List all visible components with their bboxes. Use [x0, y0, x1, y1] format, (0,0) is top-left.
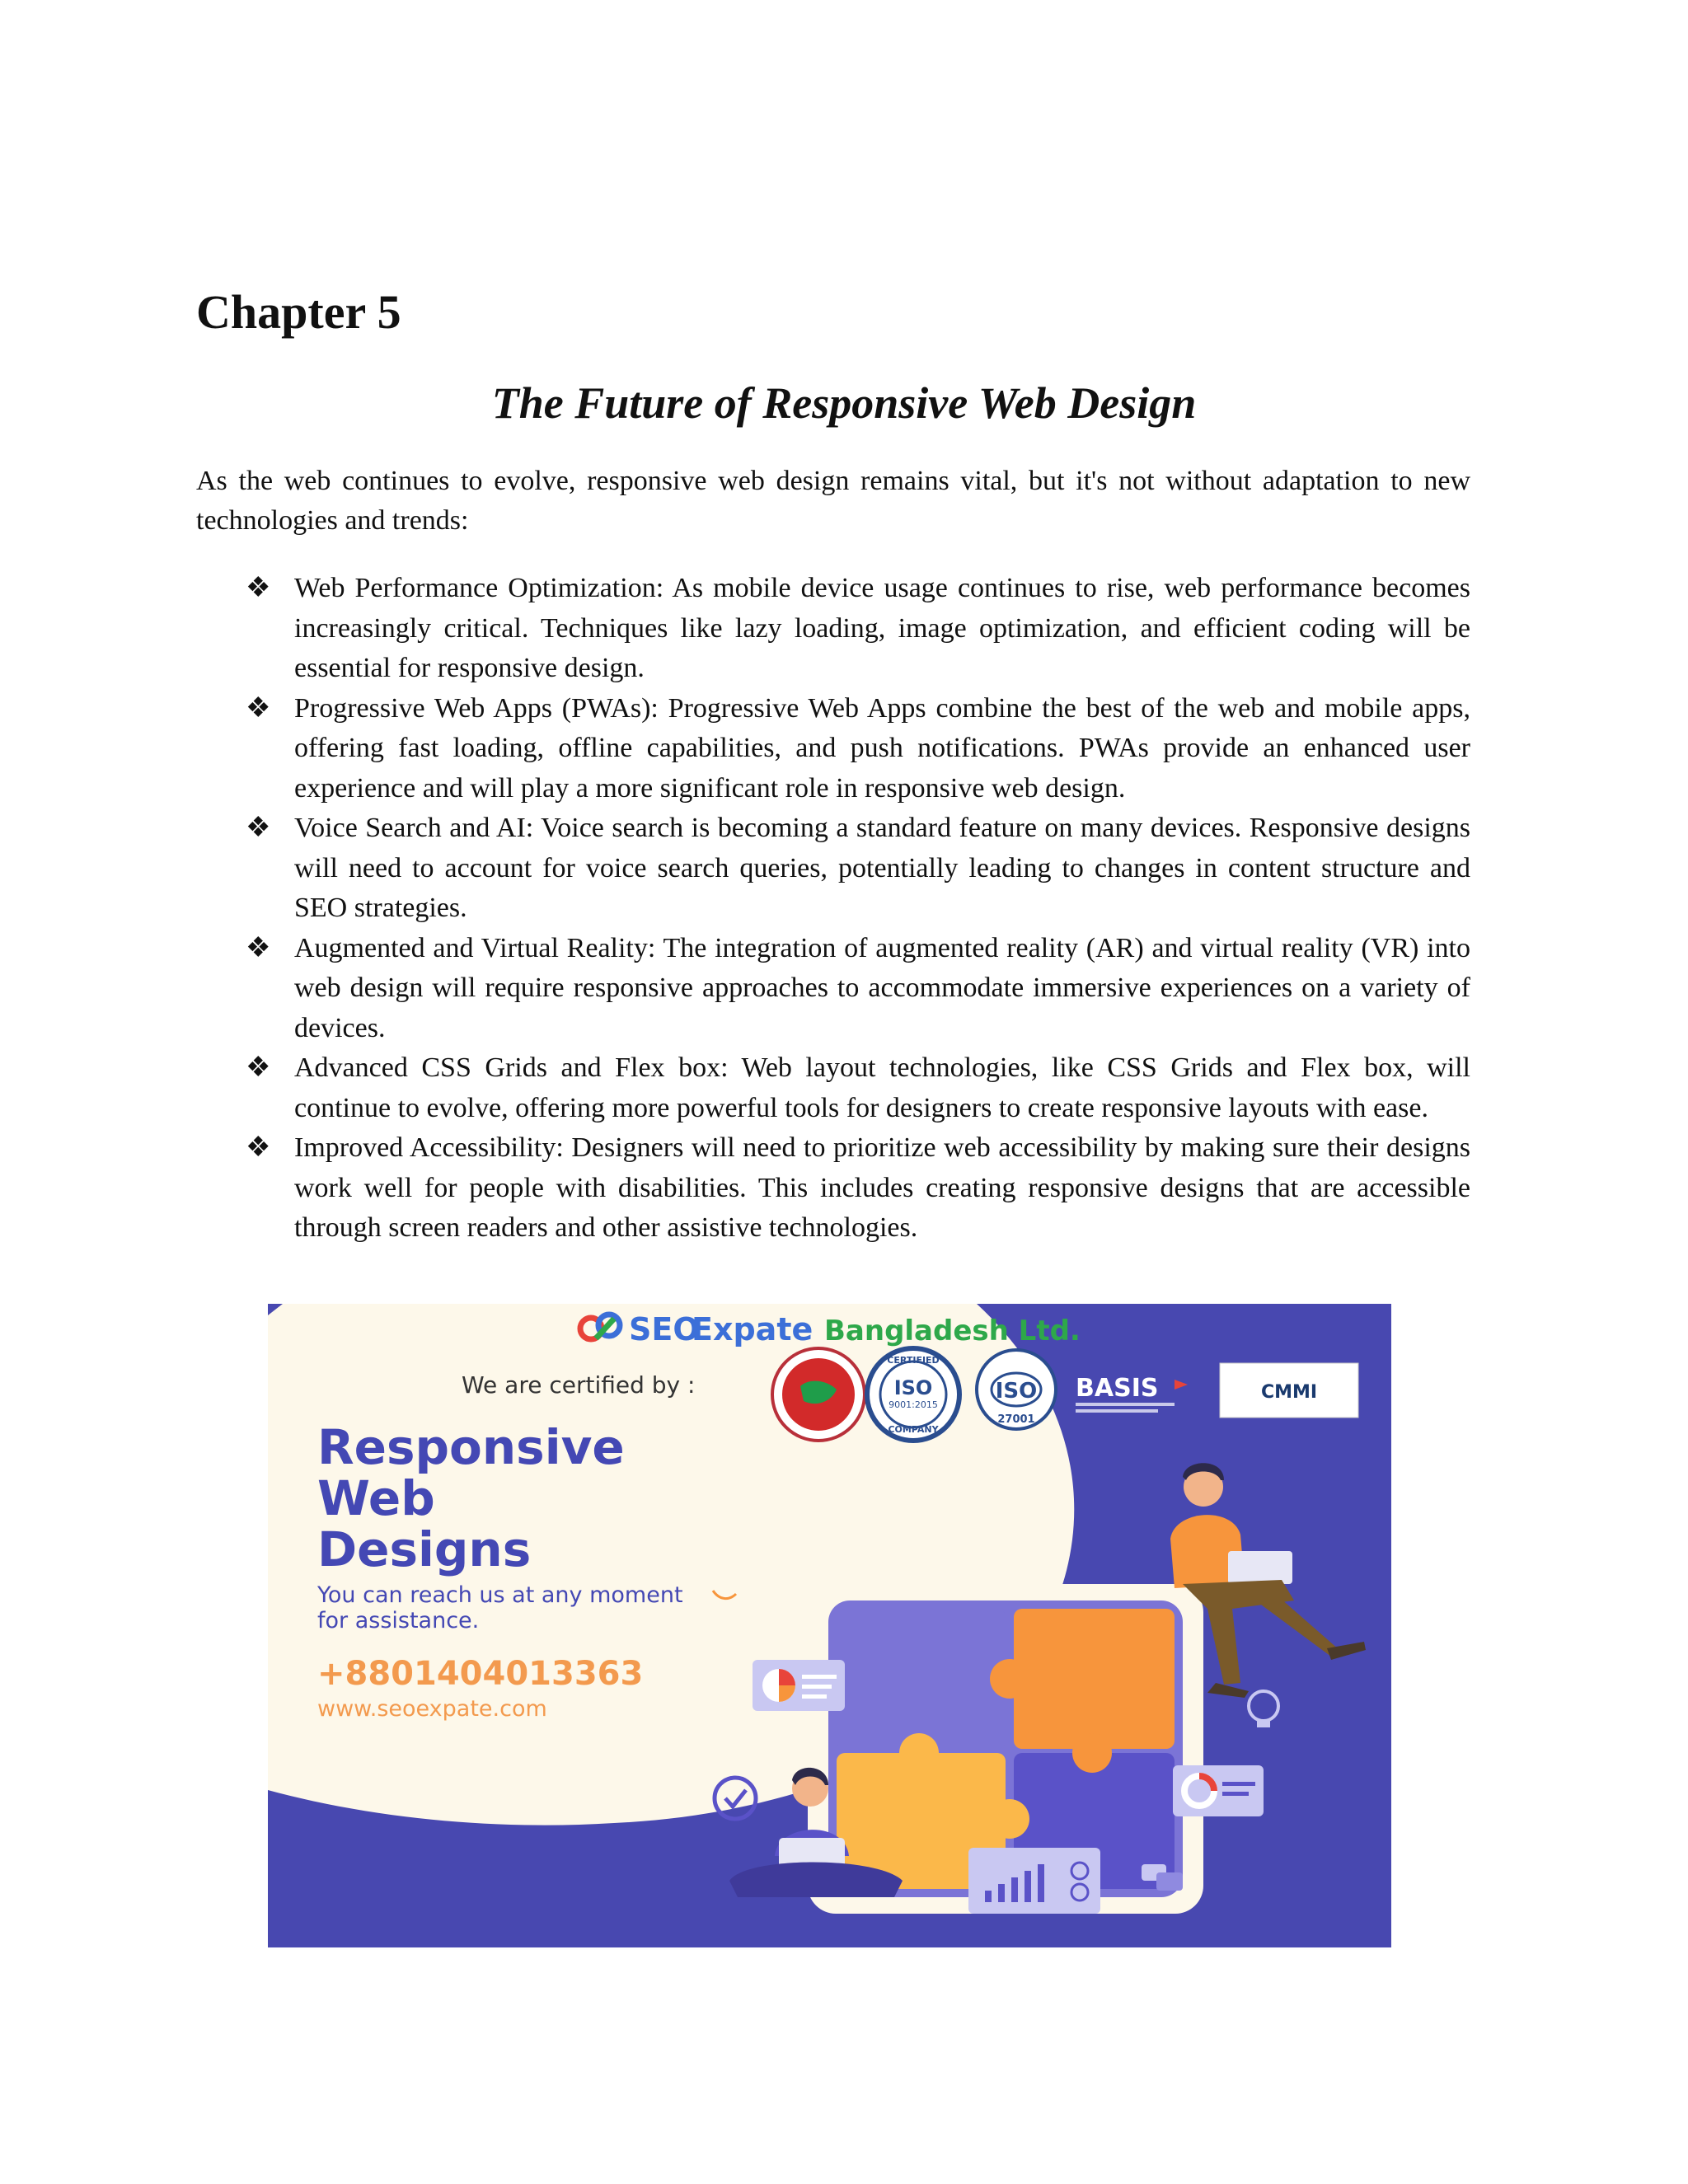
tagline-line-1: You can reach us at any moment [317, 1582, 683, 1608]
list-item [196, 1128, 1470, 1249]
iso-9001-seal-icon [867, 1348, 959, 1441]
trend-list [196, 569, 1470, 1249]
pie-chart-card-icon [753, 1660, 845, 1711]
list-item [196, 808, 1470, 929]
advertisement-banner [268, 1304, 1391, 1947]
diamond-bullet-icon: ❖ [246, 692, 271, 724]
phone-number: +8801404013363 [317, 1655, 644, 1693]
company-text: COMPANY [888, 1424, 939, 1435]
intro-paragraph: As the web continues to evolve, responsive web design remains vital, but it's not without adaptation to new technologies and trends: [196, 466, 1470, 536]
list-item-text: Voice Search and AI: Voice search is becoming a standard feature on many devices. Responsive designs will need to account for voice search queries, potentially leading to changes in content structure and SEO strategies. [294, 813, 1470, 923]
iso-27001-text: 27001 [997, 1413, 1035, 1426]
list-item-text: Progressive Web Apps (PWAs): Progressive Web Apps combine the best of the web and mobile apps, offering fast loading, offline capabilities, and push notifications. PWAs provide an enhanced user experience and will play a more significant role in responsive web design. [294, 692, 1470, 804]
brand-expate: Expate [692, 1311, 814, 1347]
iso-27001-seal-icon [977, 1350, 1056, 1429]
heading-responsive: Responsive [317, 1419, 625, 1475]
cmmi-text: CMMI [1260, 1382, 1318, 1403]
heading-web: Web [317, 1470, 435, 1526]
certified-by-label: We are certified by : [462, 1371, 696, 1399]
list-item [196, 689, 1470, 809]
iso-9001-text: 9001:2015 [889, 1399, 938, 1410]
diamond-bullet-icon: ❖ [246, 932, 271, 963]
donut-chart-card-icon [1173, 1765, 1264, 1816]
diamond-bullet-icon: ❖ [246, 1052, 271, 1083]
iso-text-2: ISO [995, 1379, 1038, 1404]
list-item-text: Advanced CSS Grids and Flex box: Web layout technologies, like CSS Grids and Flex box, will continue to evolve, offering more powerful tools for designers to create responsive layouts with ease. [294, 1052, 1470, 1123]
list-item [196, 569, 1470, 689]
diamond-bullet-icon: ❖ [246, 813, 271, 843]
chapter-title: The Future of Responsive Web Design [491, 378, 1197, 428]
list-item [196, 1048, 1470, 1128]
heading-designs: Designs [317, 1521, 532, 1577]
brand-seo: SEO [629, 1311, 700, 1347]
diamond-bullet-icon: ❖ [246, 1132, 271, 1163]
basis-text: BASIS [1076, 1374, 1159, 1403]
list-item-text: Augmented and Virtual Reality: The integration of augmented reality (AR) and virtual reality (VR) into web design will require responsive approaches to accommodate immersive experiences on a variety of devices. [294, 932, 1470, 1043]
list-item [196, 929, 1470, 1049]
iso-text: ISO [893, 1376, 933, 1399]
list-item-text: Improved Accessibility: Designers will need to prioritize web accessibility by making sure their designs work well for people with disabilities. This includes creating responsive designs that are accessible through screen readers and other assistive technologies. [294, 1132, 1470, 1243]
website-url: www.seoexpate.com [317, 1696, 547, 1722]
chapter-label: Chapter 5 [196, 285, 401, 339]
brand-suffix: Bangladesh Ltd. [824, 1315, 1081, 1347]
tagline-line-2: for assistance. [317, 1608, 480, 1633]
list-item-text: Web Performance Optimization: As mobile device usage continues to rise, web performance becomes increasingly critical. Techniques like lazy loading, image optimization, and efficient coding will be essential for responsive design. [294, 573, 1470, 683]
bar-chart-card-icon [968, 1848, 1100, 1914]
diamond-bullet-icon: ❖ [246, 573, 271, 603]
government-seal-icon [772, 1348, 865, 1441]
certified-text: CERTIFIED [887, 1355, 940, 1366]
cmmi-logo-icon [1220, 1363, 1358, 1418]
